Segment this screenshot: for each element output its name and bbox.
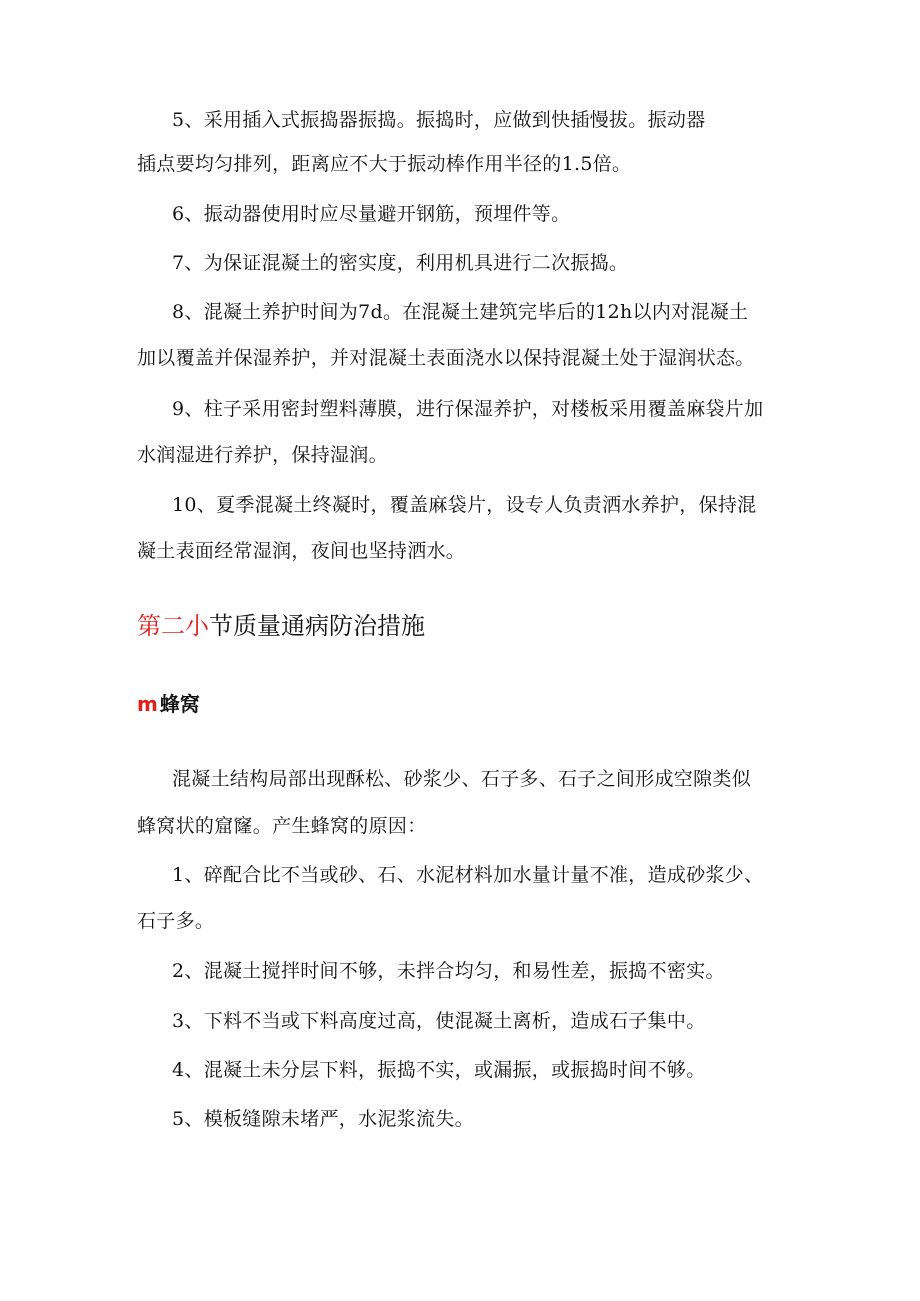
paragraph-line: 凝土表面经常湿润，夜间也坚持洒水。 [137, 540, 466, 562]
section-heading [137, 610, 425, 642]
paragraph-line: 3、下料不当或下料高度过高，使混凝土离析，造成石子集中。 [172, 1010, 706, 1032]
paragraph-line: 5、采用插入式振捣器振捣。振捣时，应做到快插慢拔。振动器 [172, 109, 706, 131]
paragraph-line: 9、柱子采用密封塑料薄膜，进行保湿养护，对楼板采用覆盖麻袋片加 [172, 398, 764, 420]
subsection-marker: m [137, 692, 158, 716]
subsection-heading [137, 690, 200, 718]
section-heading-rest: 节质量通病防治措施 [209, 612, 425, 640]
subsection-title: 蜂窝 [159, 692, 200, 716]
paragraph-line: 1、碎配合比不当或砂、石、水泥材料加水量计量不准，造成砂浆少、 [172, 864, 764, 886]
paragraph-line: 4、混凝土未分层下料，振捣不实，或漏振，或振捣时间不够。 [172, 1059, 706, 1081]
paragraph-line: 蜂窝状的窟窿。产生蜂窝的原因： [137, 815, 427, 837]
paragraph-line: 6、振动器使用时应尽量避开钢筋，预埋件等。 [172, 203, 571, 225]
paragraph-line: 2、混凝土搅拌时间不够，未拌合均匀，和易性差，振捣不密实。 [172, 960, 725, 982]
paragraph-line: 10、夏季混凝土终凝时，覆盖麻袋片，设专人负责洒水养护，保持混 [172, 494, 757, 516]
paragraph-line: 5、模板缝隙未堵严，水泥浆流失。 [172, 1108, 474, 1130]
section-heading-red-part: 第二小 [137, 612, 209, 640]
paragraph-line: 8、混凝土养护时间为7d。在混凝土建筑完毕后的12h以内对混凝土 [172, 301, 749, 323]
paragraph-line: 插点要均匀排列，距离应不大于振动棒作用半径的1.5倍。 [137, 153, 632, 175]
paragraph-line: 7、为保证混凝土的密实度，利用机具进行二次振捣。 [172, 252, 629, 274]
paragraph-line: 混凝土结构局部出现酥松、砂浆少、石子多、石子之间形成空隙类似 [172, 768, 752, 790]
paragraph-line: 加以覆盖并保湿养护，并对混凝土表面浇水以保持混凝土处于湿润状态。 [137, 347, 755, 369]
paragraph-line: 石子多。 [137, 910, 215, 932]
paragraph-line: 水润湿进行养护，保持湿润。 [137, 444, 388, 466]
